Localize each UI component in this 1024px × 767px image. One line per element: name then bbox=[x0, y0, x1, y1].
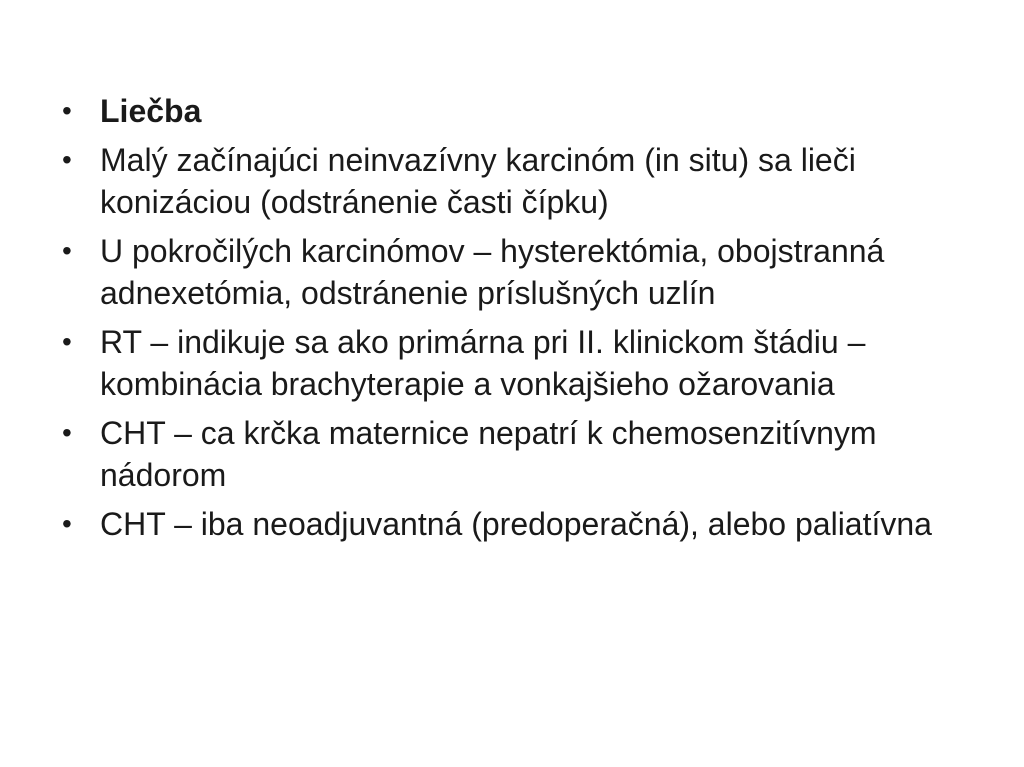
bullet-item bbox=[58, 503, 958, 545]
bullet-list bbox=[58, 90, 958, 552]
bullet-text: CHT – iba neoadjuvantná (predoperačná), alebo paliatívna bbox=[100, 506, 932, 542]
bullet-item bbox=[58, 412, 958, 496]
bullet-dot: • bbox=[62, 144, 72, 175]
bullet-item-heading bbox=[58, 90, 958, 132]
bullet-item bbox=[58, 321, 958, 405]
bullet-item bbox=[58, 139, 958, 223]
bullet-dot: • bbox=[62, 235, 72, 266]
bullet-text: Liečba bbox=[100, 93, 202, 129]
bullet-text: CHT – ca krčka maternice nepatrí k chemosenzitívnym nádorom bbox=[100, 415, 877, 493]
bullet-text: U pokročilých karcinómov – hysterektómia, obojstranná adnexetómia, odstránenie príslušných uzlín bbox=[100, 233, 885, 311]
bullet-dot: • bbox=[62, 508, 72, 539]
bullet-dot: • bbox=[62, 326, 72, 357]
bullet-dot: • bbox=[62, 95, 72, 126]
bullet-dot: • bbox=[62, 417, 72, 448]
bullet-item bbox=[58, 230, 958, 314]
bullet-text: RT – indikuje sa ako primárna pri II. klinickom štádiu – kombinácia brachyterapie a vonkajšieho ožarovania bbox=[100, 324, 866, 402]
bullet-text: Malý začínajúci neinvazívny karcinóm (in situ) sa lieči konizáciou (odstránenie časti čípku) bbox=[100, 142, 856, 220]
